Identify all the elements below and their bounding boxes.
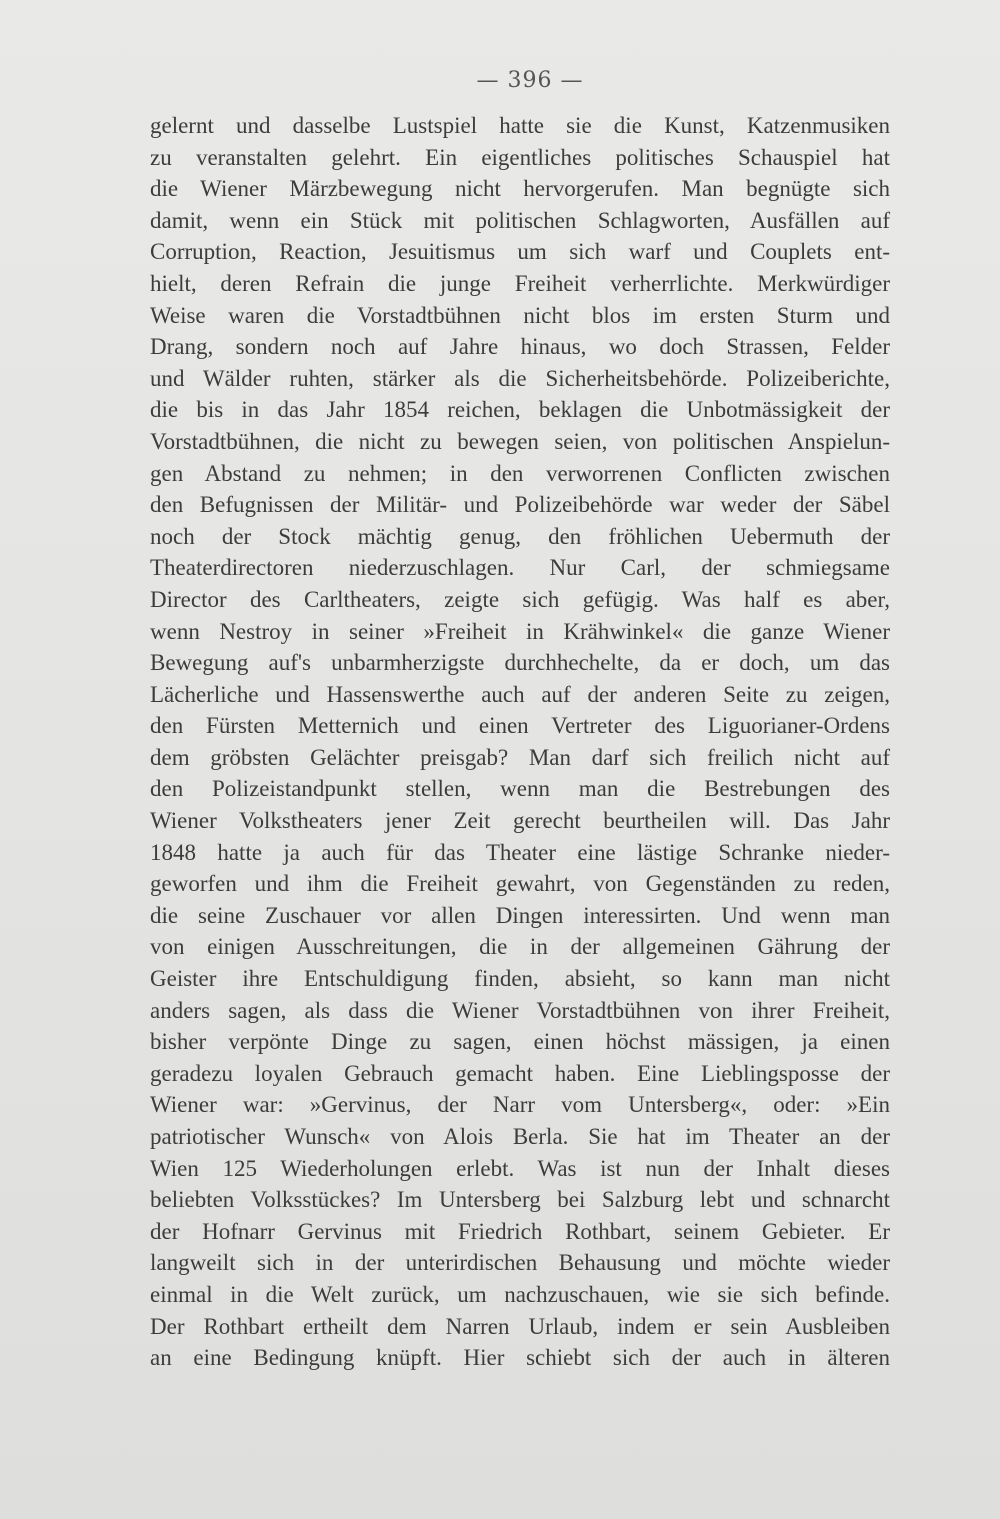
text-line: an eine Bedingung knüpft. Hier schiebt sich der auch in älteren (150, 1345, 890, 1371)
text-line: Geister ihre Entschuldigung finden, absieht, so kann man nicht (150, 966, 890, 992)
text-line: einmal in die Welt zurück, um nachzuschauen, wie sie sich befinde. (150, 1281, 890, 1307)
text-line: 1848 hatte ja auch für das Theater eine lästige Schranke nieder- (150, 839, 890, 865)
text-line: Wiener war: »Gervinus, der Narr vom Untersberg«, oder: »Ein (150, 1092, 890, 1118)
text-line: noch der Stock mächtig genug, den fröhlichen Uebermuth der (150, 523, 890, 549)
text-line: Vorstadtbühnen, die nicht zu bewegen seien, von politischen Anspielun- (150, 428, 890, 454)
text-line: gen Abstand zu nehmen; in den verworrenen Conflicten zwischen (150, 460, 890, 486)
text-line: bisher verpönte Dinge zu sagen, einen höchst mässigen, ja einen (150, 1029, 890, 1055)
body-text (150, 110, 890, 1374)
text-line: langweilt sich in der unterirdischen Behausung und möchte wieder (150, 1250, 890, 1276)
text-line: Wien 125 Wiederholungen erlebt. Was ist nun der Inhalt dieses (150, 1155, 890, 1181)
text-line: Theaterdirectoren niederzuschlagen. Nur Carl, der schmiegsame (150, 555, 890, 581)
text-line: den Fürsten Metternich und einen Vertreter des Liguorianer-Ordens (150, 713, 890, 739)
text-line: die seine Zuschauer vor allen Dingen interessirten. Und wenn man (150, 902, 890, 928)
text-line: den Befugnissen der Militär- und Polizeibehörde war weder der Säbel (150, 492, 890, 518)
text-line: die Wiener Märzbewegung nicht hervorgerufen. Man begnügte sich (150, 176, 890, 202)
text-line: dem gröbsten Gelächter preisgab? Man darf sich freilich nicht auf (150, 744, 890, 770)
text-line: und Wälder ruhten, stärker als die Sicherheitsbehörde. Polizeiberichte, (150, 365, 890, 391)
text-line: anders sagen, als dass die Wiener Vorstadtbühnen von ihrer Freiheit, (150, 997, 890, 1023)
page-number: — 396 — (476, 68, 584, 93)
text-line: geradezu loyalen Gebrauch gemacht haben. Eine Lieblingsposse der (150, 1060, 890, 1086)
text-line: patriotischer Wunsch« von Alois Berla. Sie hat im Theater an der (150, 1124, 890, 1149)
text-line: damit, wenn ein Stück mit politischen Schlagworten, Ausfällen auf (150, 207, 890, 233)
text-line: Drang, sondern noch auf Jahre hinaus, wo doch Strassen, Felder (150, 334, 890, 360)
text-line: gelernt und dasselbe Lustspiel hatte sie die Kunst, Katzenmusiken (150, 113, 890, 138)
text-line: den Polizeistandpunkt stellen, wenn man die Bestrebungen des (150, 776, 890, 802)
text-line: geworfen und ihm die Freiheit gewahrt, von Gegenständen zu reden, (150, 871, 890, 897)
text-line: hielt, deren Refrain die junge Freiheit verherrlichte. Merkwürdiger (150, 270, 890, 296)
text-line: Director des Carltheaters, zeigte sich gefügig. Was half es aber, (150, 586, 890, 612)
text-line: Lächerliche und Hassenswerthe auch auf der anderen Seite zu zeigen, (150, 681, 890, 707)
text-line: von einigen Ausschreitungen, die in der allgemeinen Gährung der (150, 934, 890, 960)
text-line: der Hofnarr Gervinus mit Friedrich Rothbart, seinem Gebieter. Er (150, 1218, 890, 1244)
text-line: wenn Nestroy in seiner »Freiheit in Krähwinkel« die ganze Wiener (150, 618, 890, 644)
text-line: Bewegung auf's unbarmherzigste durchhechelte, da er doch, um das (150, 650, 890, 676)
text-line: Corruption, Reaction, Jesuitismus um sich warf und Couplets ent- (150, 239, 890, 265)
text-line: beliebten Volksstückes? Im Untersberg bei Salzburg lebt und schnarcht (150, 1187, 890, 1213)
text-line: zu veranstalten gelehrt. Ein eigentliches politisches Schauspiel hat (150, 144, 890, 170)
text-line: Der Rothbart ertheilt dem Narren Urlaub, indem er sein Ausbleiben (150, 1313, 890, 1339)
text-line: Wiener Volkstheaters jener Zeit gerecht beurtheilen will. Das Jahr (150, 808, 890, 834)
text-line: die bis in das Jahr 1854 reichen, beklagen die Unbotmässigkeit der (150, 397, 890, 423)
text-line: Weise waren die Vorstadtbühnen nicht blos im ersten Sturm und (150, 302, 890, 328)
